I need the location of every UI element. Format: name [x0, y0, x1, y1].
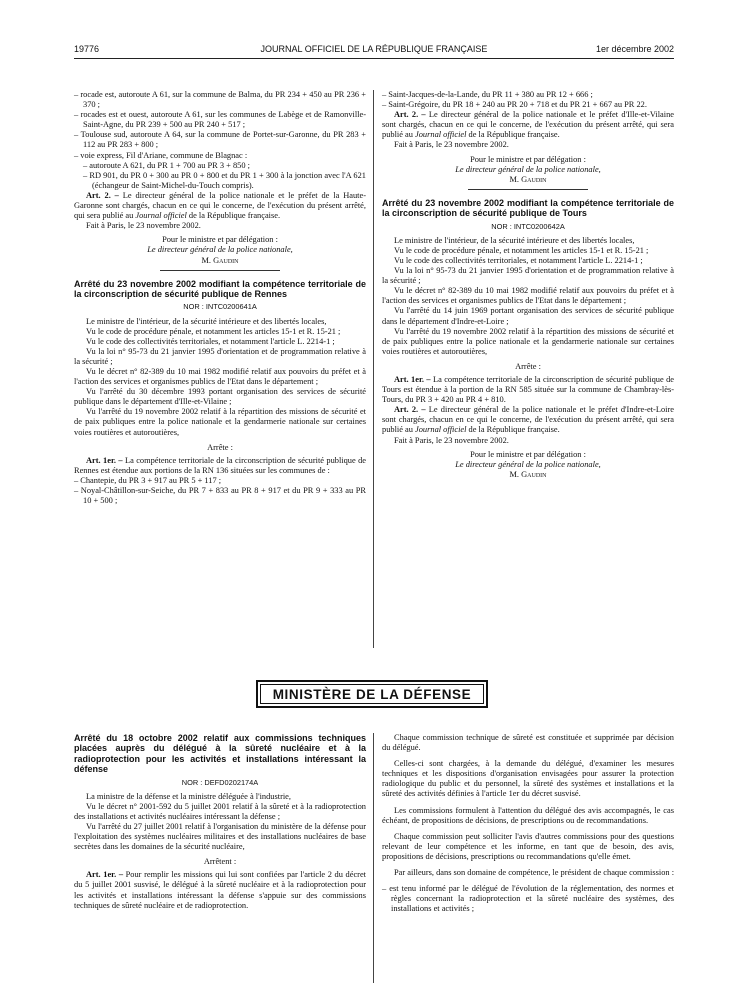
column-divider: [373, 733, 374, 983]
article-text: Le directeur général de la police nationale et le préfet de la Haute-Garonne sont chargés, chacun en ce qui le concerne, de l'exécution du présent arrêté, qui sera publié au: [74, 190, 366, 221]
paragraph: Chaque commission peut solliciter l'avis d'autres commissions pour des questions relevant de leur compétence et les informe, en tant que de besoin, des avis, propositions de décisions, prescriptions ou recommandations qu'elle émet.: [382, 831, 674, 861]
article-text: La compétence territoriale de la circonscription de sécurité publique de Tours est étendue à la portion de la RN 585 située sur la commune de Chambray-lès-Tours, du PR 3 + 420 au PR 4 + 810.: [382, 374, 675, 405]
running-header: [74, 44, 674, 58]
paragraph: Par ailleurs, dans son domaine de compétence, le président de chaque commission :: [394, 868, 675, 878]
signatory-name: M. Gaudin: [509, 174, 547, 184]
section-divider: [468, 189, 588, 190]
signature-block: [382, 450, 674, 480]
article-1: [74, 870, 366, 910]
list-item: – Saint-Grégoire, du PR 18 + 240 au PR 20 + 718 et du PR 21 + 667 au PR 22.: [382, 100, 647, 110]
signature-title: Le directeur général de la police nationale,: [147, 245, 293, 255]
list-item: – est tenu informé par le délégué de l'évolution de la réglementation, des normes et règles concernant la radioprotection et la sûreté nucléaire des systèmes, des installations et activités ;: [382, 884, 674, 914]
signature-title: Le directeur général de la police nationale,: [455, 164, 601, 174]
paragraph: Vu le décret n° 82-389 du 10 mai 1982 modifié relatif aux pouvoirs du préfet et à l'action des services et organismes publics de l'Etat dans le département ;: [74, 366, 366, 387]
signature-line: Pour le ministre et par délégation :: [470, 154, 586, 164]
ministry-banner: [256, 680, 488, 708]
paragraph: La ministre de la défense et la ministre déléguée à l'industrie,: [86, 791, 291, 801]
issue-date: 1er décembre 2002: [595, 44, 674, 54]
paragraph: Chaque commission technique de sûreté est constituée et supprimée par décision du délégué.: [382, 733, 674, 753]
signatory-name: M. Gaudin: [509, 469, 547, 479]
arrete-word: Arrêtent :: [203, 857, 237, 867]
article-1: [382, 375, 674, 405]
fait-line: Fait à Paris, le 23 novembre 2002.: [394, 140, 509, 150]
article-2: [382, 110, 674, 140]
nor-reference: NOR : INTC0200642A: [491, 221, 565, 231]
list-item: – rocade est, autoroute A 61, sur la commune de Balma, du PR 234 + 450 au PR 236 + 370 ;: [74, 90, 366, 110]
signature-block: [74, 235, 366, 265]
paragraph: Vu l'arrêté du 30 décembre 1993 portant organisation des services de sécurité publique dans le département d'Ille-et-Vilaine ;: [74, 387, 366, 407]
paragraph: Vu la loi n° 95-73 du 21 janvier 1995 d'orientation et de programmation relative à la sécurité ;: [74, 346, 366, 366]
column-right-bottom: [382, 733, 674, 914]
fait-line: Fait à Paris, le 23 novembre 2002.: [394, 435, 509, 445]
ministry-banner-title: MINISTÈRE DE LA DÉFENSE: [260, 684, 484, 704]
article-text: Le directeur général de la police nationale et le préfet d'Indre-et-Loire sont chargés, chacun en ce qui le concerne, de l'exécution du présent arrêté, qui sera publié au: [382, 405, 674, 435]
column-left-bottom: [74, 733, 366, 911]
article-label: Art. 1er. –: [86, 455, 123, 465]
arrete-word: Arrête :: [207, 442, 233, 452]
paragraph: Vu le décret n° 82-389 du 10 mai 1982 modifié relatif aux pouvoirs du préfet et à l'action des services et organismes publics de l'Etat dans le département ;: [382, 286, 674, 306]
list-item: – voie express, Fil d'Ariane, commune de Blagnac :: [74, 150, 248, 160]
nor-reference: NOR : DEFD0202174A: [181, 777, 259, 787]
article-text: Pour remplir les missions qui lui sont confiées par l'article 2 du décret du 5 juillet 2001 susvisé, le délégué à la sûreté nucléaire et à la radioprotection pour les activités et installations intéressant la défense s'appuie sur des commissions techniques de sûreté nucléaire et de radioprotection.: [74, 870, 366, 910]
paragraph: Le ministre de l'intérieur, de la sécurité intérieure et des libertés locales,: [86, 316, 327, 326]
paragraph: Vu l'arrêté du 27 juillet 2001 relatif à l'organisation du ministère de la défense pour l'exploitation des systèmes nucléaires militaires et des installations nucléaires de base secrètes dans les domaines de la sécurité nucléaire,: [74, 822, 366, 852]
article-label: Art. 1er. –: [394, 374, 431, 384]
journal-ref: Journal officiel: [135, 211, 187, 221]
column-right-top: [382, 90, 674, 480]
article-text: La compétence territoriale de la circonscription de sécurité publique de Rennes est étendue aux portions de la RN 136 situées sur les communes de :: [74, 455, 367, 475]
sub-list-item: – RD 901, du PR 0 + 300 au PR 0 + 800 et du PR 1 + 300 à la jonction avec l'A 621 (échangeur de Saint-Michel-du-Touch compris).: [83, 170, 366, 190]
list-item: – Toulouse sud, autoroute A 64, sur la commune de Portet-sur-Garonne, du PR 283 + 112 au PR 283 + 800 ;: [74, 130, 366, 150]
list-item: – Chantepie, du PR 3 + 917 au PR 5 + 117 ;: [74, 475, 222, 485]
signatory-name: M. Gaudin: [201, 255, 239, 265]
paragraph: Vu le code de procédure pénale, et notamment les articles 15-1 et R. 15-21 ;: [394, 245, 649, 255]
column-divider: [373, 90, 374, 648]
paragraph: Vu la loi n° 95-73 du 21 janvier 1995 d'orientation et de programmation relative à la sécurité ;: [382, 266, 674, 286]
article-text: de la République française.: [466, 425, 560, 435]
article-text: Le directeur général de la police nationale et le préfet d'Ille-et-Vilaine sont chargés, chacun en ce qui le concerne, de l'exécution du présent arrêté, qui sera publié au: [382, 110, 674, 140]
journal-title: JOURNAL OFFICIEL DE LA RÉPUBLIQUE FRANÇAISE: [260, 44, 488, 54]
paragraph: Vu le code des collectivités territoriales, et notamment l'article L. 2214-1 ;: [394, 255, 643, 265]
signature-title: Le directeur général de la police nationale,: [455, 459, 601, 469]
paragraph: Vu l'arrêté du 14 juin 1969 portant organisation des services de sécurité publique dans le département d'Indre-et-Loire ;: [382, 306, 674, 326]
paragraph: Le ministre de l'intérieur, de la sécurité intérieure et des libertés locales,: [394, 235, 635, 245]
header-rule: [74, 58, 674, 59]
list-item: – Saint-Jacques-de-la-Lande, du PR 11 + 380 au PR 12 + 666 ;: [382, 90, 593, 99]
paragraph: Vu l'arrêté du 19 novembre 2002 relatif à la répartition des missions de sécurité et de paix publiques entre la police nationale et la gendarmerie nationale sur certaines voies routières et autoroutières,: [74, 407, 366, 437]
page-number: 19776: [74, 44, 100, 54]
journal-ref: Journal officiel: [415, 425, 467, 435]
article-1: [74, 456, 366, 476]
article-2: [74, 191, 366, 221]
paragraph: Les commissions formulent à l'attention du délégué des avis accompagnés, le cas échéant, de propositions de décisions, de prescriptions ou de recommandations.: [382, 805, 674, 825]
arrete-word: Arrête :: [515, 361, 541, 371]
list-item: – Noyal-Châtillon-sur-Seiche, du PR 7 + 833 au PR 8 + 917 et du PR 9 + 333 au PR 10 + 500 ;: [74, 486, 366, 506]
article-label: Art. 1er. –: [86, 870, 124, 880]
sub-list-item: – autoroute A 621, du PR 1 + 700 au PR 3 + 850 ;: [83, 160, 250, 170]
nor-reference: NOR : INTC0200641A: [183, 302, 257, 312]
journal-ref: Journal officiel: [415, 130, 467, 140]
signature-line: Pour le ministre et par délégation :: [162, 235, 278, 245]
column-left-top: [74, 90, 366, 506]
article-label: Art. 2. –: [394, 110, 426, 120]
signature-block: [382, 155, 674, 185]
paragraph: Vu le décret n° 2001-592 du 5 juillet 2001 relatif à la sûreté et à la radioprotection des installations et activités nucléaires intéressant la défense ;: [74, 801, 366, 821]
article-label: Art. 2. –: [394, 405, 426, 415]
list-item: – rocades est et ouest, autoroute A 61, sur les communes de Labège et de Ramonville-Saint-Agne, du PR 239 + 500 au PR 240 + 517 ;: [74, 110, 366, 130]
article-text: de la République française.: [186, 211, 281, 221]
arrete-title: Arrêté du 23 novembre 2002 modifiant la compétence territoriale de la circonscription de sécurité publique de Rennes: [74, 278, 366, 299]
paragraph: Vu le code de procédure pénale, et notamment les articles 15-1 et R. 15-21 ;: [86, 326, 341, 336]
fait-line: Fait à Paris, le 23 novembre 2002.: [86, 221, 201, 231]
paragraph: Celles-ci sont chargées, à la demande du délégué, d'examiner les mesures techniques et les dispositions d'organisation envisagées pour assurer la protection radiologique du public et du personnel, la sûreté des systèmes et installations et la sûreté des activités définies à l'article 1er du décret susvisé.: [382, 759, 674, 799]
arrete-title: Arrêté du 23 novembre 2002 modifiant la compétence territoriale de la circonscription de sécurité publique de Tours: [382, 197, 674, 219]
article-2: [382, 405, 674, 435]
signature-line: Pour le ministre et par délégation :: [470, 449, 586, 459]
arrete-title: Arrêté du 18 octobre 2002 relatif aux commissions techniques placées auprès du délégué à la sûreté nucléaire et à la radioprotection pour les activités et installations intéressant la défense: [74, 733, 366, 775]
paragraph: Vu le code des collectivités territoriales, et notamment l'article L. 2214-1 ;: [86, 336, 335, 346]
section-divider: [160, 270, 280, 271]
article-text: de la République française.: [466, 130, 560, 140]
article-label: Art. 2. –: [86, 190, 119, 200]
paragraph: Vu l'arrêté du 19 novembre 2002 relatif à la répartition des missions de sécurité et de paix publiques entre la police nationale et la gendarmerie nationale sur certaines voies routières et autoroutières,: [382, 326, 674, 356]
